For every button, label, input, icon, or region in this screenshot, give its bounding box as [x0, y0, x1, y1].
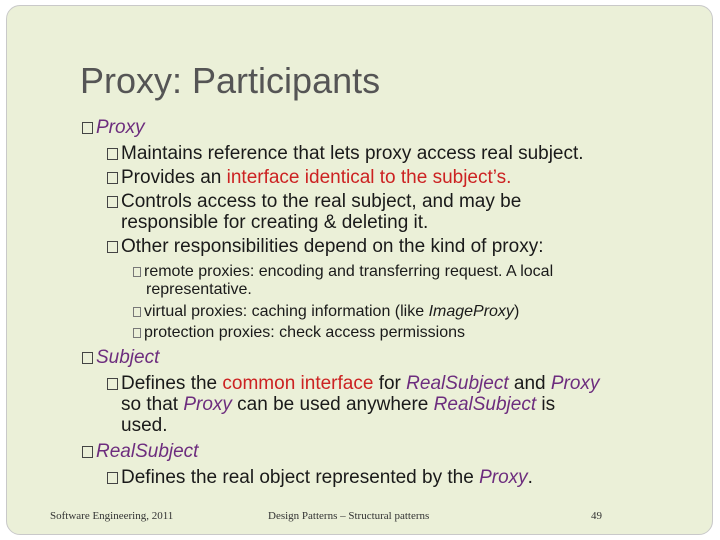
realsubject-bullet-1	[107, 467, 533, 489]
slide-title: Proxy: Participants	[80, 60, 381, 101]
footer-left: Software Engineering, 2011	[50, 510, 174, 522]
proxy-sub-1	[133, 263, 553, 281]
bullet-box-icon	[107, 378, 118, 390]
proxy-bullet-1-text: Maintains reference that lets proxy access real subject.	[121, 143, 584, 164]
proxy-sub-1-cont: representative.	[146, 281, 252, 298]
footer-center: Design Patterns – Structural patterns	[268, 510, 430, 522]
text-run: so that	[121, 394, 184, 415]
text-run: for	[373, 373, 407, 394]
text-run: and	[508, 373, 551, 394]
section-realsubject	[82, 441, 198, 463]
proxy-sub-2-end: )	[513, 303, 520, 320]
proxy-sub-3	[133, 324, 465, 342]
bullet-box-icon	[107, 148, 118, 160]
realsubject-heading: RealSubject	[96, 441, 199, 462]
proxy-bullet-1	[107, 143, 584, 165]
bullet-box-icon	[107, 172, 118, 184]
text-run: Defines the	[121, 373, 223, 394]
realsubject-term: RealSubject	[406, 373, 509, 394]
proxy-bullet-3-text: Controls access to the real subject, and may be	[121, 191, 522, 212]
text-run: is	[536, 394, 556, 415]
proxy-bullet-2-text: Provides an	[121, 167, 227, 188]
proxy-bullet-2	[107, 167, 511, 189]
proxy-sub-2-text: virtual proxies: caching information (like	[144, 303, 429, 320]
proxy-sub-1-text: remote proxies: encoding and transferring request. A local	[144, 263, 554, 280]
proxy-term: Proxy	[183, 394, 232, 415]
page-number: 49	[591, 510, 602, 522]
sub-bullet-box-icon	[133, 328, 141, 338]
bullet-box-icon	[107, 196, 118, 208]
bullet-box-icon	[82, 446, 93, 458]
common-interface-term: common interface	[222, 373, 374, 394]
bullet-box-icon	[107, 241, 118, 253]
subject-bullet-1	[107, 373, 599, 395]
text-run: can be used anywhere	[231, 394, 434, 415]
bullet-box-icon	[107, 472, 118, 484]
proxy-heading: Proxy	[96, 117, 145, 138]
proxy-bullet-4-text: Other responsibilities depend on the kind of proxy:	[121, 236, 544, 257]
section-subject	[82, 347, 159, 369]
text-run: Defines the real object represented by the	[121, 467, 480, 488]
proxy-term: Proxy	[479, 467, 528, 488]
subject-bullet-1-cont-2: used.	[121, 415, 168, 436]
imageproxy-term: ImageProxy	[428, 303, 514, 320]
proxy-bullet-3-cont: responsible for creating & deleting it.	[121, 212, 429, 233]
sub-bullet-box-icon	[133, 267, 141, 277]
proxy-term: Proxy	[550, 373, 600, 394]
bullet-box-icon	[82, 352, 93, 364]
proxy-bullet-3	[107, 191, 521, 213]
proxy-sub-2	[133, 303, 519, 321]
proxy-sub-3-text: protection proxies: check access permissions	[144, 324, 466, 341]
proxy-bullet-4	[107, 236, 543, 258]
text-run: .	[527, 467, 533, 488]
bullet-box-icon	[82, 122, 93, 134]
realsubject-term: RealSubject	[433, 394, 537, 415]
subject-heading: Subject	[96, 347, 160, 368]
subject-bullet-1-cont	[121, 394, 555, 416]
sub-bullet-box-icon	[133, 307, 141, 317]
proxy-bullet-2-highlight: interface identical to the subject’s.	[226, 167, 512, 188]
section-proxy	[82, 117, 145, 139]
